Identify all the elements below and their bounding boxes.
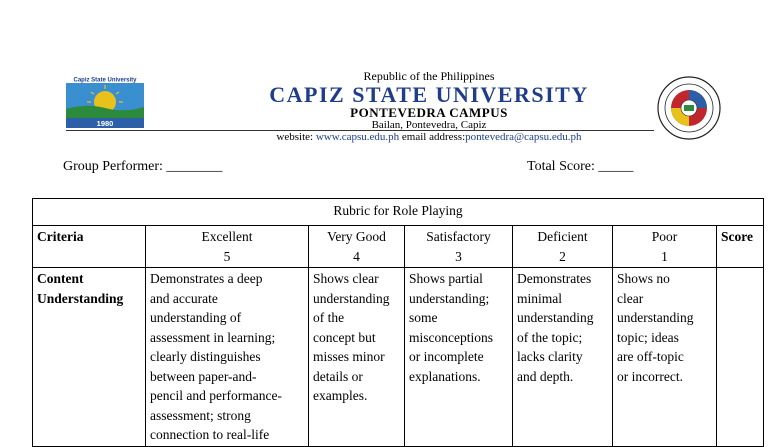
- description-line: understanding of: [150, 310, 242, 325]
- total-score-field: Total Score: _____: [527, 159, 634, 174]
- criteria-header: Criteria: [33, 226, 146, 268]
- rubric-title: Rubric for Role Playing: [33, 199, 764, 226]
- description-line: and accurate: [150, 290, 218, 306]
- description-line: connection to real-life: [150, 427, 270, 442]
- score-header: Score: [717, 226, 764, 268]
- description-line: some: [409, 310, 438, 325]
- description-deficient: [513, 268, 613, 447]
- level-label: Very Good: [327, 229, 386, 244]
- university-seal-logo: [66, 75, 144, 128]
- campus-address: Bailan, Pontevedra, Capiz: [371, 119, 487, 131]
- description-line: examples.: [313, 388, 368, 403]
- description-line: or incorrect.: [617, 368, 683, 384]
- rubric-header-row: [33, 226, 764, 268]
- letterhead: [196, 70, 662, 143]
- level-label: Excellent: [201, 229, 253, 244]
- criterion-cell: [33, 268, 146, 447]
- description-line: explanations.: [409, 368, 481, 384]
- description-line: minimal: [517, 290, 562, 306]
- description-line: Demonstrates a deep: [150, 271, 263, 286]
- description-line: Shows clear: [313, 271, 379, 286]
- description-line: misconceptions: [409, 329, 493, 345]
- description-line: Demonstrates: [517, 271, 592, 286]
- website-label: website:: [276, 131, 314, 143]
- level-label: Poor: [651, 229, 678, 244]
- description-line: between paper-and-: [150, 368, 257, 384]
- email-label: email address:: [401, 131, 466, 143]
- level-satisfactory-header: [405, 226, 513, 268]
- seal-banner-text: Capiz State University: [73, 77, 137, 84]
- rubric-title-row: [33, 199, 764, 226]
- level-points: 1: [661, 248, 668, 264]
- description-line: assessment; strong: [150, 407, 251, 423]
- description-line: pencil and performance-: [150, 388, 282, 403]
- level-poor-header: [613, 226, 717, 268]
- description-line: or incomplete: [409, 349, 484, 364]
- description-line: Shows no: [617, 271, 670, 286]
- description-line: details or: [313, 368, 363, 384]
- description-line: are off-topic: [617, 349, 684, 364]
- republic-line: Republic of the Philippines: [363, 69, 495, 83]
- level-points: 2: [559, 248, 566, 264]
- level-label: Satisfactory: [426, 229, 491, 244]
- university-name: CAPIZ STATE UNIVERSITY: [269, 82, 589, 107]
- score-cell[interactable]: [717, 268, 764, 447]
- description-line: understanding;: [409, 290, 490, 306]
- description-line: topic; ideas: [617, 329, 679, 345]
- description-satisfactory: [405, 268, 513, 447]
- contact-line: [196, 131, 662, 143]
- description-line: understanding: [313, 290, 390, 306]
- level-points: 3: [455, 248, 462, 264]
- description-line: clear: [617, 290, 644, 306]
- level-very-good-header: [309, 226, 405, 268]
- description-line: understanding: [617, 310, 694, 325]
- description-line: assessment in learning;: [150, 329, 276, 345]
- description-line: and depth.: [517, 368, 574, 384]
- rubric-table: [32, 198, 764, 447]
- description-line: of the: [313, 310, 345, 325]
- level-points: 4: [353, 248, 360, 264]
- description-line: of the topic;: [517, 329, 583, 345]
- website-link[interactable]: www.capsu.edu.ph: [315, 131, 400, 143]
- level-points: 5: [223, 248, 231, 264]
- campus-name: PONTEVEDRA CAMPUS: [350, 105, 508, 120]
- seal-year-text: 1980: [96, 119, 114, 128]
- criterion-line: Understanding: [37, 290, 124, 306]
- description-line: understanding: [517, 310, 594, 325]
- letterhead-divider: [66, 130, 654, 131]
- table-row: [33, 268, 764, 447]
- description-line: lacks clarity: [517, 349, 583, 364]
- email-link[interactable]: pontevedra@capsu.edu.ph: [465, 131, 582, 143]
- description-line: clearly distinguishes: [150, 349, 261, 364]
- level-excellent-header: [146, 226, 309, 268]
- level-label: Deficient: [537, 229, 588, 244]
- description-line: misses minor: [313, 349, 385, 364]
- description-excellent: [146, 268, 309, 447]
- criterion-line: Content: [37, 271, 84, 286]
- department-seal-logo: [657, 76, 721, 140]
- description-line: Shows partial: [409, 271, 483, 286]
- description-poor: [613, 268, 717, 447]
- description-line: concept but: [313, 329, 376, 345]
- description-very-good: [309, 268, 405, 447]
- level-deficient-header: [513, 226, 613, 268]
- group-performer-field: Group Performer: ________: [63, 159, 223, 174]
